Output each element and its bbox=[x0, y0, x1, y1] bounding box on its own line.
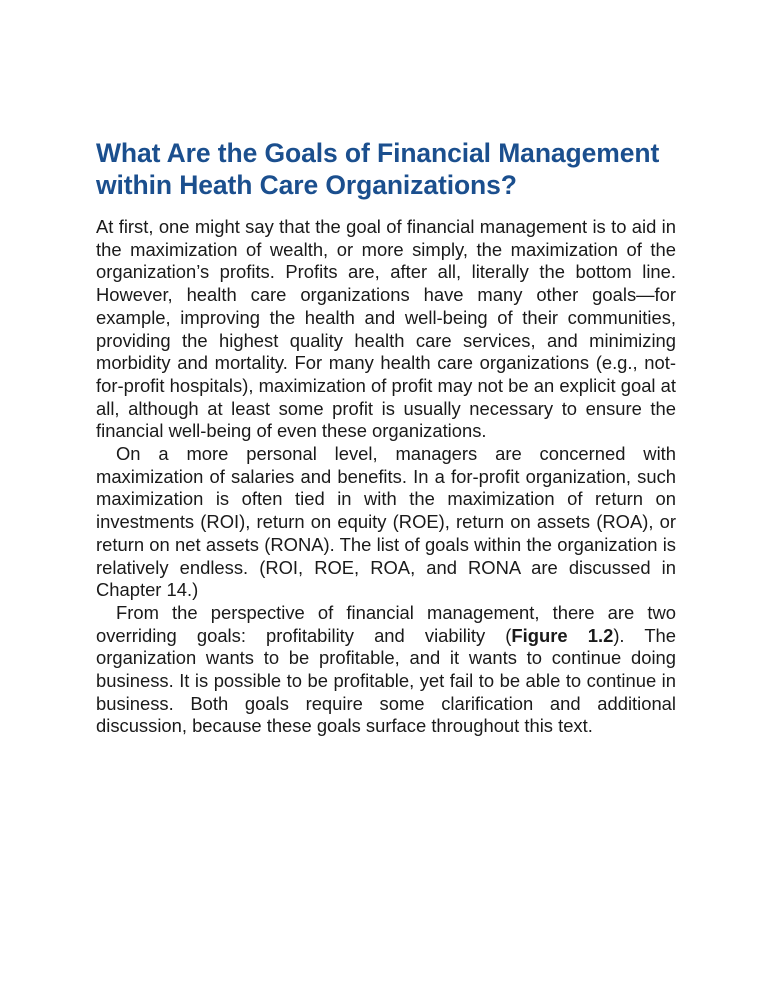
paragraph-3-text-after: ). The organization wants to be profitable, and it wants to continue doing business. It is possible to be profitable, yet fail to be able to continue in business. Both goals require some clarification and additional discussion, because these goals surface throughout this text. bbox=[96, 624, 677, 737]
paragraph-1: At first, one might say that the goal of financial management is to aid in the maximization of wealth, or more simply, the maximization of the organization’s profits. Profits are, after all, literally the bottom line. However, health care organizations have many other goals—for example, improving the health and well-being of their communities, providing the highest quality health care services, and minimizing morbidity and mortality. For many health care organizations (e.g., not-for-profit hospitals), maximization of profit may not be an explicit goal at all, although at least some profit is usually necessary to ensure the financial well-being of even these organizations. bbox=[96, 216, 676, 442]
document-page bbox=[96, 137, 676, 738]
figure-reference: Figure 1.2 bbox=[511, 624, 614, 646]
paragraph-3 bbox=[96, 602, 676, 738]
paragraph-3-text-before: From the perspective of financial management, there are two overriding goals: profitability and viability ( bbox=[96, 601, 676, 646]
paragraph-2: On a more personal level, managers are concerned with maximization of salaries and benefits. In a for-profit organization, such maximization is often tied in with the maximization of return on investments (ROI), return on equity (ROE), return on assets (ROA), or return on net assets (RONA). The list of goals within the organization is relatively endless. (ROI, ROE, ROA, and RONA are discussed in Chapter 14.) bbox=[96, 443, 676, 601]
section-heading: What Are the Goals of Financial Management within Heath Care Organizations? bbox=[96, 138, 660, 200]
